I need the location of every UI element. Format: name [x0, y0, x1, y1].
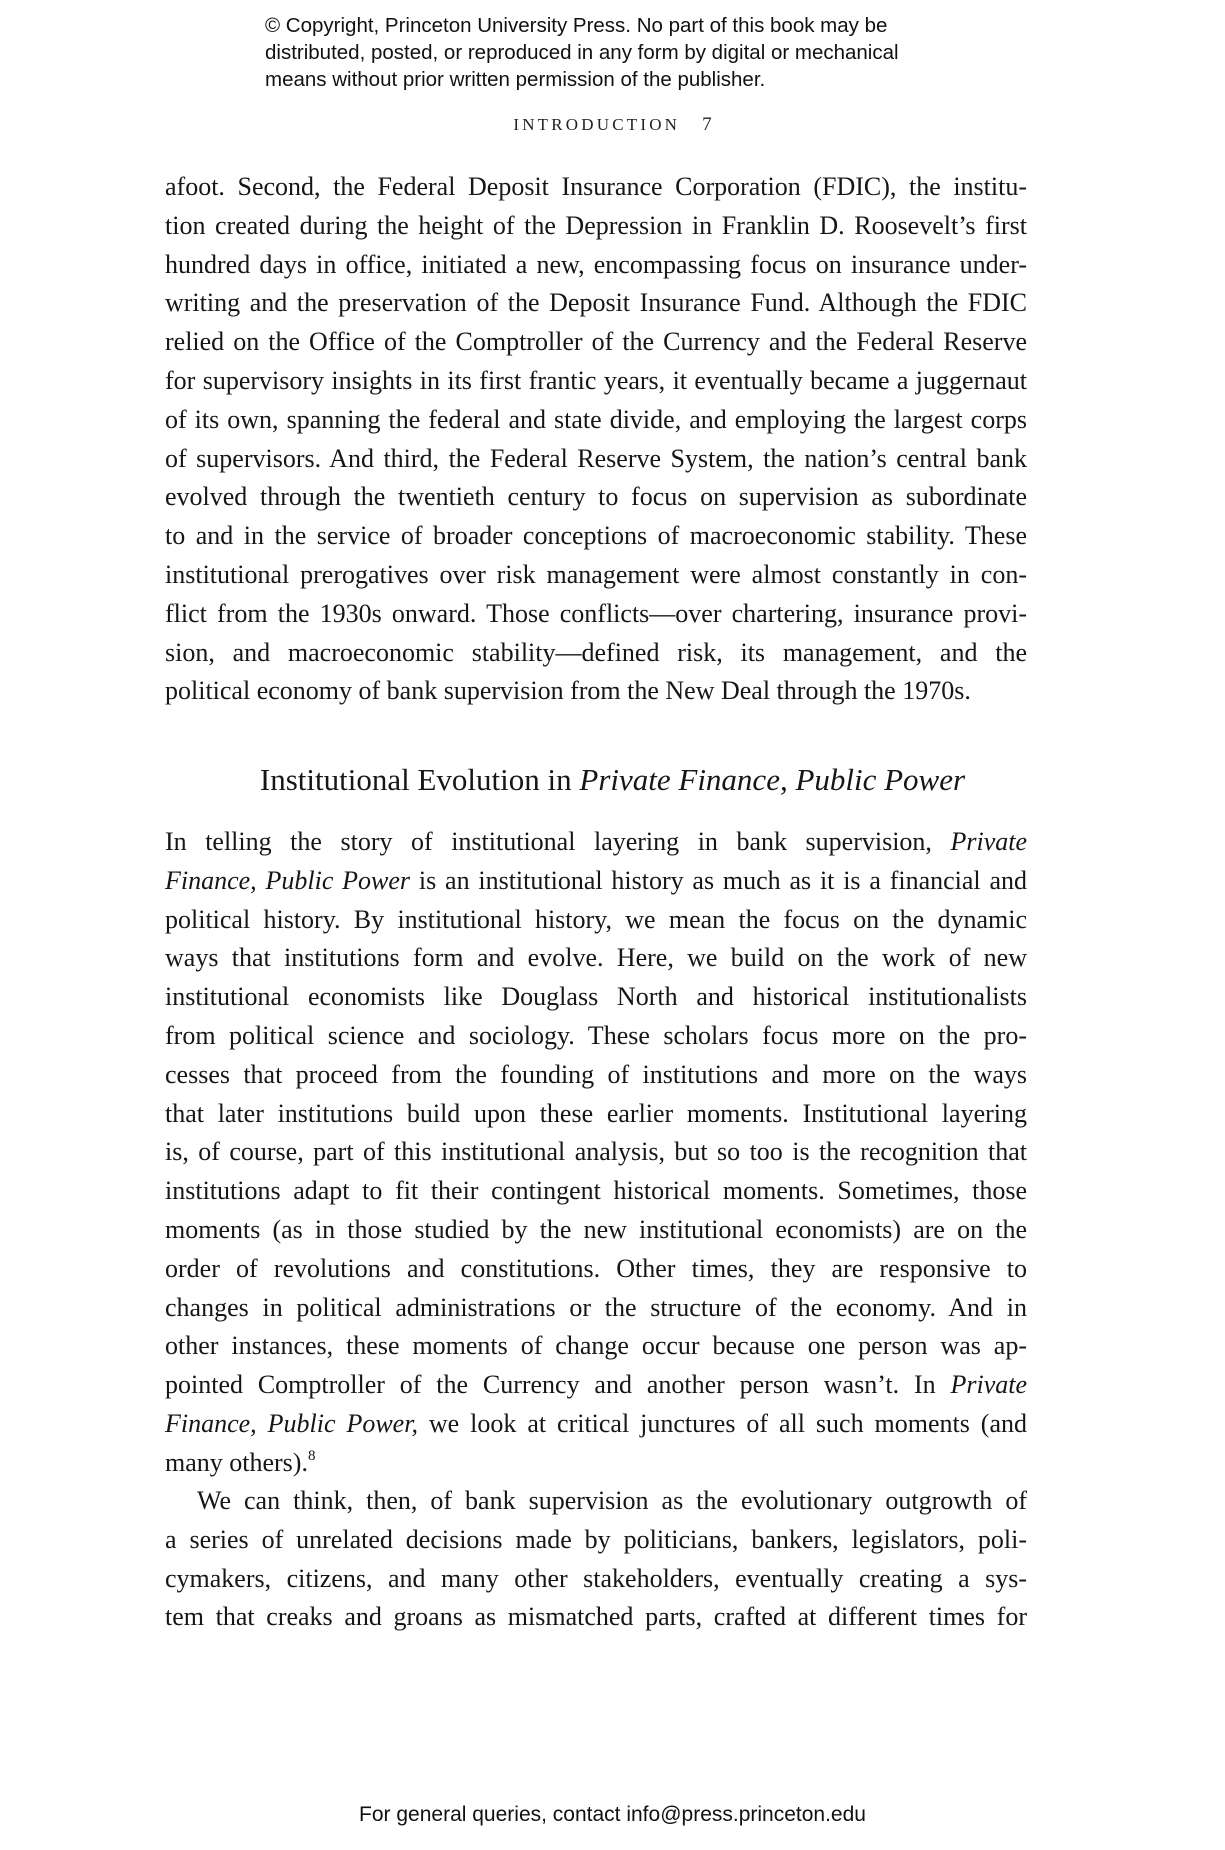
text-line: [165, 1405, 1027, 1444]
running-head-title: INTRODUCTION: [513, 115, 681, 134]
text-line: writing and the preservation of the Deposit Insurance Fund. Although the FDIC: [165, 288, 1027, 318]
copyright-line: distributed, posted, or reproduced in any form by digital or mechanical: [265, 41, 899, 64]
text-line: ways that institutions form and evolve. Here, we build on the work of new: [165, 943, 1027, 973]
text-line: to and in the service of broader conceptions of macroeconomic stability. These: [165, 521, 1027, 551]
text-run: many others).: [165, 1447, 308, 1477]
text-line: tion created during the height of the Depression in Franklin D. Roosevelt’s first: [165, 210, 1027, 240]
section-heading: [0, 762, 1225, 798]
page-number: 7: [702, 114, 712, 135]
text-line: [165, 1444, 1027, 1483]
footnote-reference: 8: [307, 1447, 316, 1464]
text-run: In telling the story of institutional layering in bank supervision,: [165, 827, 951, 856]
text-line: flict from the 1930s onward. Those conflicts—over chartering, insurance provi-: [165, 598, 1027, 628]
paragraph-3: [165, 1482, 1027, 1637]
text-line: evolved through the twentieth century to focus on supervision as subordinate: [165, 482, 1027, 512]
text-line: of supervisors. And third, the Federal Reserve System, the nation’s central bank: [165, 443, 1027, 473]
text-line: relied on the Office of the Comptroller of the Currency and the Federal Reserve: [165, 327, 1027, 357]
text-line: hundred days in office, initiated a new, encompassing focus on insurance under-: [165, 249, 1027, 279]
text-line: political economy of bank supervision from the New Deal through the 1970s.: [165, 676, 971, 706]
text-line: institutional economists like Douglass North and historical institutionalists: [165, 982, 1027, 1012]
text-line: [165, 862, 1027, 901]
text-run: is an institutional history as much as it is a financial and: [410, 865, 1027, 895]
text-line: institutional prerogatives over risk management were almost constantly in con-: [165, 559, 1027, 589]
text-line: tem that creaks and groans as mismatched parts, crafted at different times for: [165, 1602, 1027, 1632]
book-title-italic: Private: [950, 827, 1027, 856]
text-run: we look at critical junctures of all such moments (and: [417, 1408, 1027, 1438]
text-line: is, of course, part of this institutional analysis, but so too is the recognition that: [165, 1137, 1027, 1167]
text-line: changes in political administrations or the structure of the economy. And in: [165, 1292, 1027, 1322]
text-run: pointed Comptroller of the Currency and another person wasn’t. In: [165, 1370, 951, 1400]
section-heading-text: Institutional Evolution in: [259, 762, 580, 797]
section-heading-italic: Private Finance, Public Power: [579, 762, 966, 797]
copyright-notice: [265, 12, 1025, 93]
footer-contact: For general queries, contact info@press.princeton.edu: [359, 1803, 866, 1826]
text-line: institutions adapt to fit their contingent historical moments. Sometimes, those: [165, 1176, 1027, 1206]
copyright-line: © Copyright, Princeton University Press. No part of this book may be: [265, 14, 888, 37]
text-line: afoot. Second, the Federal Deposit Insurance Corporation (FDIC), the institu-: [165, 172, 1027, 201]
text-line: that later institutions build upon these earlier moments. Institutional layering: [165, 1098, 1027, 1128]
text-line: moments (as in those studied by the new institutional economists) are on the: [165, 1214, 1027, 1244]
paragraph-2: [165, 823, 1027, 1483]
text-line: political history. By institutional history, we mean the focus on the dynamic: [165, 904, 1027, 934]
text-line: [165, 1366, 1027, 1405]
text-line: cymakers, citizens, and many other stakeholders, eventually creating a sys-: [165, 1563, 1027, 1593]
book-title-italic: Finance, Public Power: [165, 865, 411, 895]
text-line: for supervisory insights in its first frantic years, it eventually became a juggernaut: [165, 365, 1027, 395]
text-line: from political science and sociology. These scholars focus more on the pro-: [165, 1020, 1027, 1050]
book-title-italic: Private: [950, 1370, 1027, 1400]
text-line: We can think, then, of bank supervision as the evolutionary outgrowth of: [197, 1486, 1027, 1515]
text-line: [165, 823, 1027, 862]
paragraph-1: [165, 168, 1027, 711]
copyright-line: means without prior written permission of the publisher.: [265, 68, 766, 91]
text-line: cesses that proceed from the founding of institutions and more on the ways: [165, 1059, 1027, 1089]
book-title-italic: Finance, Public Power,: [165, 1408, 418, 1438]
text-line: other instances, these moments of change occur because one person was ap-: [165, 1331, 1027, 1361]
text-line: of its own, spanning the federal and state divide, and employing the largest corps: [165, 404, 1027, 434]
running-head: [0, 114, 1225, 136]
text-line: sion, and macroeconomic stability—defined risk, its management, and the: [165, 637, 1027, 667]
text-line: a series of unrelated decisions made by politicians, bankers, legislators, poli-: [165, 1524, 1027, 1554]
text-line: order of revolutions and constitutions. Other times, they are responsive to: [165, 1253, 1027, 1283]
